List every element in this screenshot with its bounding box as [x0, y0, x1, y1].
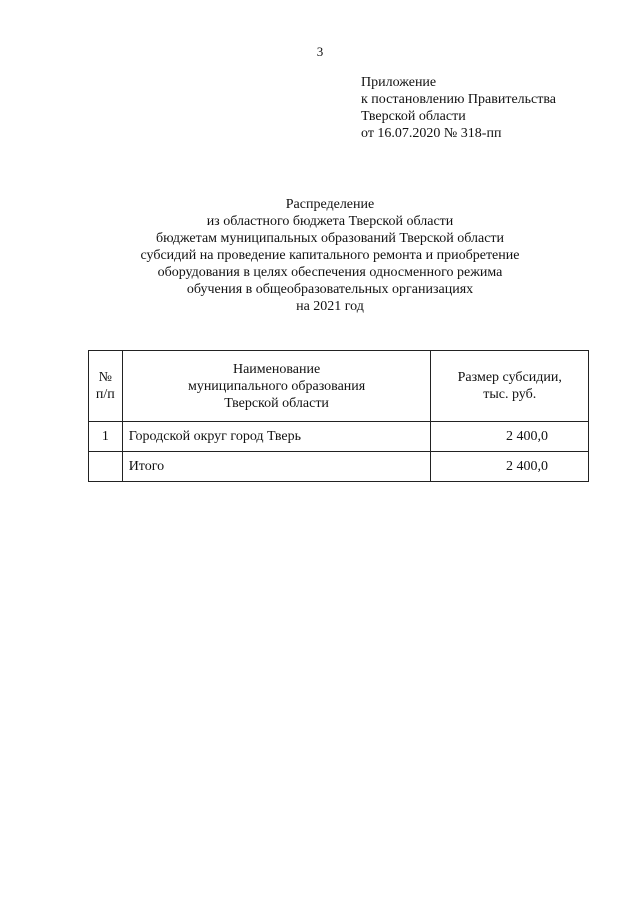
total-label: Итого — [122, 452, 431, 482]
header-amount — [431, 351, 589, 422]
header-municipality-line: Тверской области — [224, 395, 329, 411]
appendix-line: от 16.07.2020 № 318-пп — [361, 126, 502, 141]
row-number: 1 — [89, 422, 123, 452]
subsidy-table — [88, 350, 589, 482]
header-number — [89, 351, 123, 422]
table-total-row — [89, 452, 589, 482]
title-line: на 2021 год — [296, 299, 364, 314]
title-line: субсидий на проведение капитального ремонта и приобретение — [140, 248, 520, 263]
header-municipality-line: муниципального образования — [187, 378, 366, 394]
appendix-line: Тверской области — [361, 109, 466, 124]
header-municipality — [122, 351, 431, 422]
appendix-block — [361, 74, 556, 142]
page-number: 3 — [316, 44, 324, 59]
table-row — [89, 422, 589, 452]
header-number-line: № — [98, 370, 113, 385]
header-municipality-line: Наименование — [232, 361, 321, 377]
title-line: Распределение — [285, 197, 375, 212]
header-number-line: п/п — [95, 387, 115, 402]
title-line: оборудования в целях обеспечения односменного режима — [157, 265, 503, 280]
document-title — [80, 196, 580, 315]
appendix-line: Приложение — [361, 75, 437, 90]
total-number — [89, 452, 123, 482]
title-line: бюджетам муниципальных образований Тверской области — [155, 231, 505, 246]
row-municipality: Городской округ город Тверь — [122, 422, 431, 452]
title-line: из областного бюджета Тверской области — [206, 214, 454, 229]
header-amount-line: Размер субсидии, — [457, 370, 562, 385]
header-amount-line: тыс. руб. — [483, 387, 537, 402]
row-amount: 2 400,0 — [431, 422, 589, 452]
appendix-line: к постановлению Правительства — [361, 92, 557, 107]
total-amount: 2 400,0 — [431, 452, 589, 482]
table-header-row — [89, 351, 589, 422]
title-line: обучения в общеобразовательных организациях — [186, 282, 474, 297]
